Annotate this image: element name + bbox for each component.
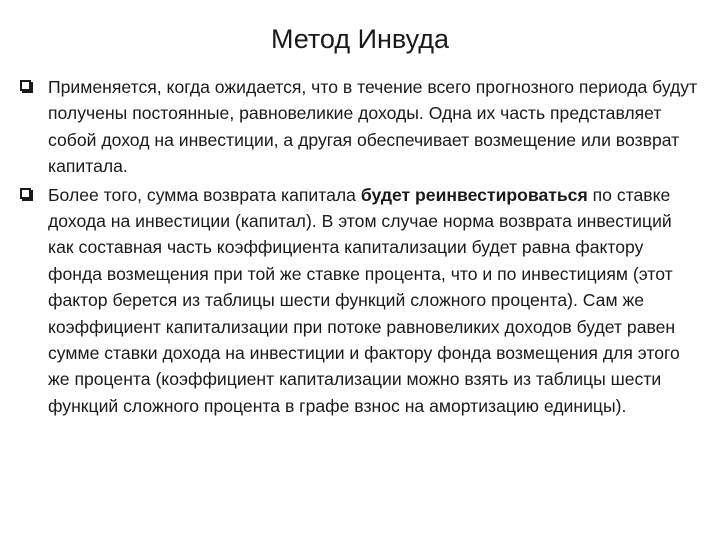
bullet-item <box>20 182 700 420</box>
slide-title: Метод Инвуда <box>270 24 450 54</box>
bullet-text: Применяется, когда ожидается, что в течение всего прогнозного периода будут получены постоянные, равновеликие доходы. Одна их часть представляет собой доход на инвестиции, а другая обеспечивает возмещение или возврат капитала. <box>48 77 698 177</box>
bullet-item <box>20 74 700 180</box>
square-bullet-icon <box>20 188 31 199</box>
square-bullet-icon <box>20 80 31 91</box>
bullet-text-bold: будет реинвестироваться <box>360 184 588 205</box>
bullet-text-end: по ставке дохода на инвестиции (капитал). В этом случае норма возврата инвестиций как составная часть коэффициента капитализации будет равна фактору фонда возмещения при той же ставке процента, что и по инвестициям (этот фактор берется из таблицы шести функций сложного процента). Сам же коэффициент капитализации при потоке равновеликих доходов будет равен сумме ставки дохода на инвестиции и фактору фонда возмещения для этого же процента (коэффициент капитализации можно взять из таблицы шести функций сложного процента в графе взнос на амортизацию единицы). <box>48 184 680 416</box>
bullet-text-start: Более того, сумма возврата капитала <box>48 184 361 205</box>
bullet-list <box>20 74 700 420</box>
